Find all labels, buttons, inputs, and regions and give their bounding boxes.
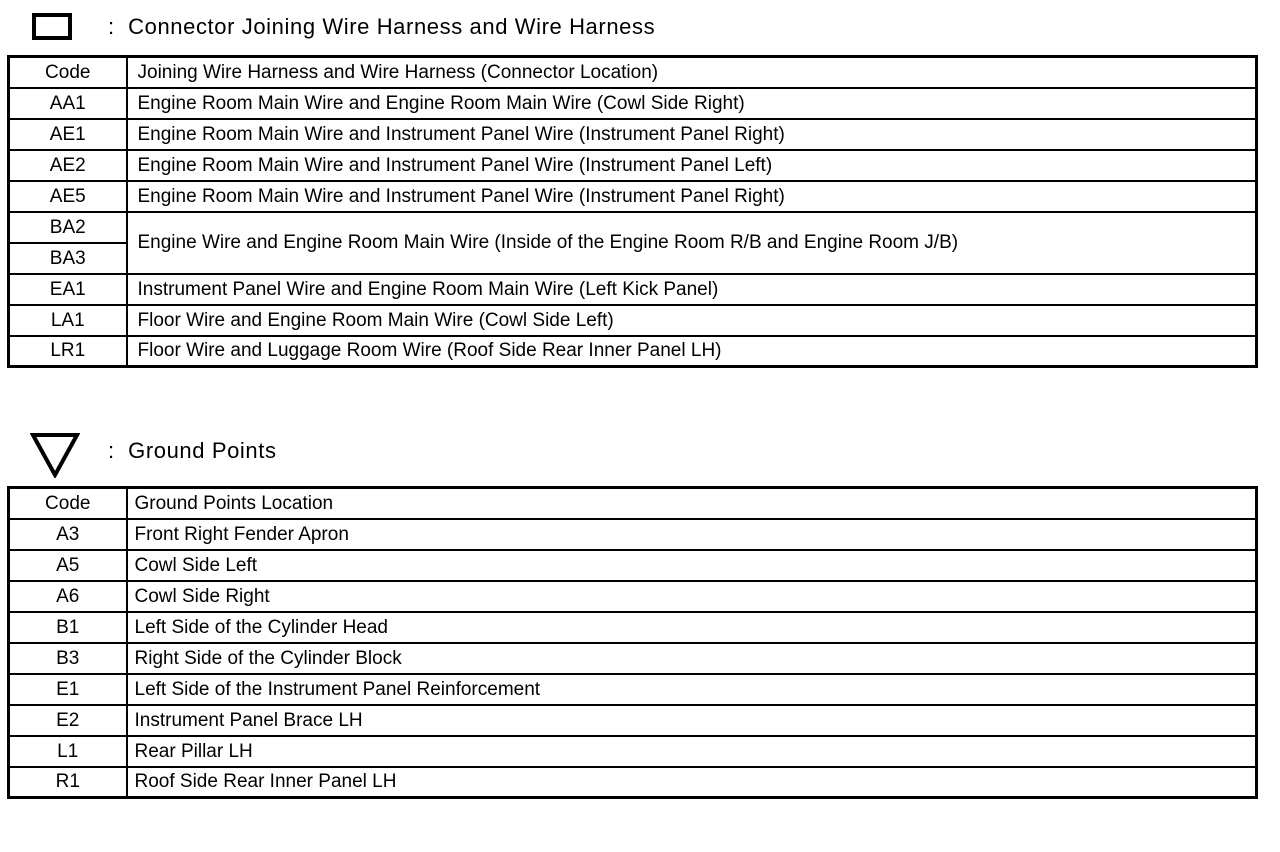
location-cell: Cowl Side Left: [127, 550, 1257, 581]
triangle-down-icon: [28, 428, 78, 474]
code-cell: E2: [9, 705, 127, 736]
table-row: [9, 643, 1257, 674]
code-cell: AA1: [9, 88, 127, 119]
location-cell: Engine Room Main Wire and Instrument Panel Wire (Instrument Panel Left): [127, 150, 1257, 181]
code-cell: BA2: [9, 212, 127, 243]
table-row: [9, 581, 1257, 612]
location-cell: Front Right Fender Apron: [127, 519, 1257, 550]
location-cell: Left Side of the Cylinder Head: [127, 612, 1257, 643]
code-cell: B3: [9, 643, 127, 674]
table-row: [9, 767, 1257, 798]
location-cell: Cowl Side Right: [127, 581, 1257, 612]
table-row: [9, 119, 1257, 150]
location-cell: Floor Wire and Engine Room Main Wire (Cowl Side Left): [127, 305, 1257, 336]
code-cell: AE2: [9, 150, 127, 181]
header-location: Ground Points Location: [127, 488, 1257, 519]
location-cell: Right Side of the Cylinder Block: [127, 643, 1257, 674]
header-code: Code: [9, 57, 127, 88]
code-cell: EA1: [9, 274, 127, 305]
ground-legend-title: Ground Points: [128, 438, 277, 463]
location-cell: Engine Room Main Wire and Engine Room Main Wire (Cowl Side Right): [127, 88, 1257, 119]
table-row: [9, 88, 1257, 119]
location-cell: Floor Wire and Luggage Room Wire (Roof Side Rear Inner Panel LH): [127, 336, 1257, 367]
legend-colon: :: [108, 14, 115, 39]
location-cell: Engine Room Main Wire and Instrument Panel Wire (Instrument Panel Right): [127, 119, 1257, 150]
table-row: [9, 181, 1257, 212]
header-code: Code: [9, 488, 127, 519]
location-cell: Instrument Panel Wire and Engine Room Main Wire (Left Kick Panel): [127, 274, 1257, 305]
code-cell: AE1: [9, 119, 127, 150]
code-cell: E1: [9, 674, 127, 705]
table-row: [9, 274, 1257, 305]
location-cell: Engine Wire and Engine Room Main Wire (Inside of the Engine Room R/B and Engine Room J/B): [127, 212, 1257, 274]
table-row: [9, 674, 1257, 705]
location-cell: Roof Side Rear Inner Panel LH: [127, 767, 1257, 798]
location-cell: Rear Pillar LH: [127, 736, 1257, 767]
table-row: [9, 705, 1257, 736]
code-cell: AE5: [9, 181, 127, 212]
table-row: [9, 612, 1257, 643]
location-cell: Instrument Panel Brace LH: [127, 705, 1257, 736]
header-location: Joining Wire Harness and Wire Harness (Connector Location): [127, 57, 1257, 88]
table-row: [9, 212, 1257, 243]
table-row: [9, 305, 1257, 336]
table-row: [9, 550, 1257, 581]
code-cell: A5: [9, 550, 127, 581]
code-cell: A6: [9, 581, 127, 612]
code-cell: LR1: [9, 336, 127, 367]
connector-table: [7, 55, 1258, 368]
code-cell: L1: [9, 736, 127, 767]
code-cell: B1: [9, 612, 127, 643]
connector-legend-title: Connector Joining Wire Harness and Wire Harness: [128, 14, 656, 39]
table-row: [9, 150, 1257, 181]
table-row: [9, 519, 1257, 550]
square-outline-icon: [28, 4, 78, 50]
legend-colon: :: [108, 438, 115, 463]
table-header-row: [9, 488, 1257, 519]
table-header-row: [9, 57, 1257, 88]
ground-legend: [28, 428, 277, 474]
location-cell: Engine Room Main Wire and Instrument Panel Wire (Instrument Panel Right): [127, 181, 1257, 212]
ground-points-table: [7, 486, 1258, 799]
code-cell: BA3: [9, 243, 127, 274]
code-cell: A3: [9, 519, 127, 550]
table-row: [9, 336, 1257, 367]
table-row: [9, 736, 1257, 767]
code-cell: R1: [9, 767, 127, 798]
connector-legend: [28, 4, 655, 50]
code-cell: LA1: [9, 305, 127, 336]
location-cell: Left Side of the Instrument Panel Reinforcement: [127, 674, 1257, 705]
